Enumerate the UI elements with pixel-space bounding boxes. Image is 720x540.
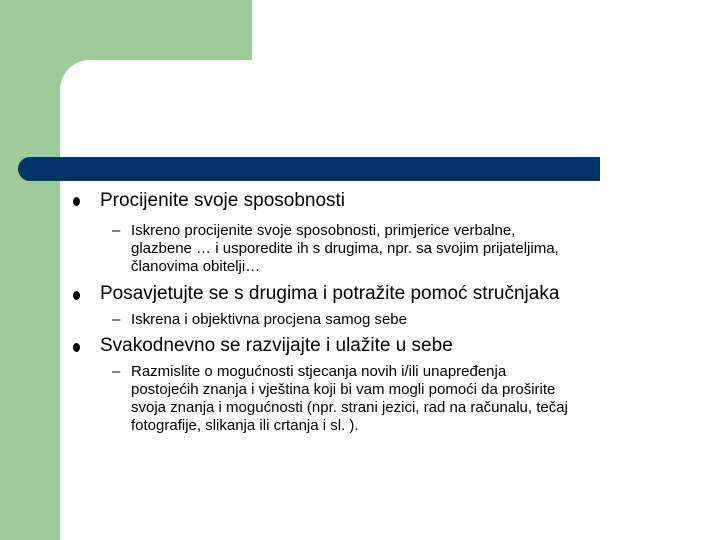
sub-bullet-dash: –: [112, 311, 121, 328]
bullet-text: Svakodnevno se razvijajte i ulažite u sebe: [100, 335, 453, 356]
sub-bullet-line: Iskrena i objektivna procjena samog sebe: [131, 311, 407, 328]
sub-bullet-line: Iskreno procijenite svoje sposobnosti, primjerice verbalne,: [131, 222, 516, 239]
sub-bullet-line: fotografije, slikanja ili crtanja i sl. ).: [131, 417, 359, 434]
sub-bullet-line: svoja znanja i mogućnosti (npr. strani jezici, rad na računalu, tečaj: [131, 399, 568, 416]
sub-bullet-line: postojećih znanja i vještina koji bi vam mogli pomoći da proširite: [131, 381, 556, 398]
bullet-dot: [73, 291, 80, 300]
sub-bullet-line: članovima obitelji…: [131, 258, 261, 275]
sub-bullet-dash: –: [112, 222, 121, 239]
sub-bullet-line: glazbene … i usporedite ih s drugima, npr. sa svojim prijateljima,: [131, 240, 559, 257]
bullet-text: Posavjetujte se s drugima i potražite pomoć stručnjaka: [100, 283, 560, 304]
bullet-dot: [73, 343, 80, 352]
sub-bullet-dash: –: [112, 363, 121, 380]
bullet-text: Procijenite svoje sposobnosti: [100, 190, 346, 211]
sub-bullet-line: Razmislite o mogućnosti stjecanja novih i/ili unapređenja: [131, 363, 507, 380]
sub-bullet-text: [131, 363, 671, 435]
sub-bullet-text: [131, 222, 671, 276]
bullet-dot: [73, 197, 80, 206]
sub-bullet-text: [131, 311, 671, 329]
